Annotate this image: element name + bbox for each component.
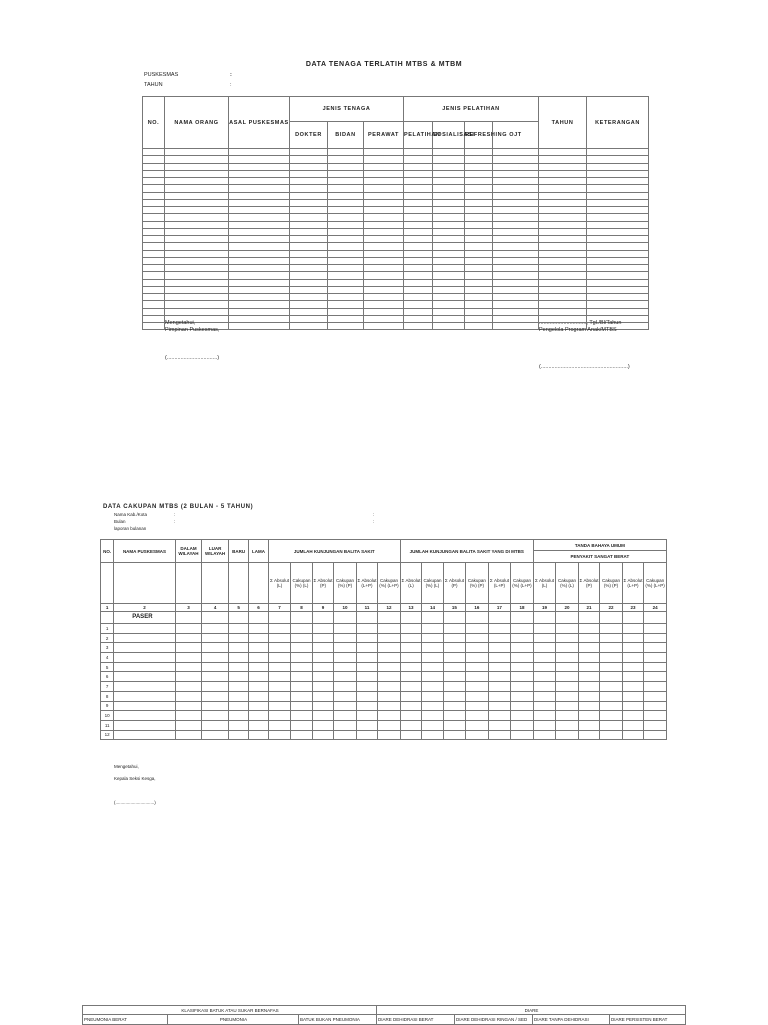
table-row <box>101 691 667 701</box>
sub-header-cell: Σ Absolut (P) <box>312 563 333 604</box>
sub-header-cell: Σ Absolut (L) <box>268 563 291 604</box>
col-ojt: OJT <box>493 122 539 149</box>
column-number: 9 <box>312 604 333 612</box>
column-number: 24 <box>644 604 667 612</box>
column-number: 17 <box>488 604 511 612</box>
column-number: 15 <box>443 604 466 612</box>
puskesmas-label: PUSKESMAS <box>144 72 179 78</box>
form2-info-bulan: Bulan <box>114 519 126 524</box>
table-row <box>143 156 649 163</box>
paser-label: PASER <box>114 612 175 624</box>
row-number: 3 <box>101 643 114 653</box>
sub-header-cell: Cakupan (%) (L+P) <box>644 563 667 604</box>
klasifikasi-header: KLASIFIKASI BATUK ATAU SUKAR BERNAFAS <box>83 1006 377 1015</box>
col-dokter: DOKTER <box>290 122 328 149</box>
sub-header-cell: Σ Absolut (P) <box>443 563 466 604</box>
table-row <box>101 653 667 663</box>
cell-diare-berat: DIARE DEHIDRASI BERAT <box>377 1015 455 1025</box>
table-row <box>143 207 649 214</box>
tenaga-table <box>142 96 649 330</box>
table-row <box>143 301 649 308</box>
form2-colon-2: : <box>174 519 176 524</box>
col-nama-orang: NAMA ORANG <box>165 97 229 149</box>
cell-diare-persisten: DIARE PERSISTEN BERAT <box>610 1015 686 1025</box>
col-keterangan: KETERANGAN <box>587 97 649 149</box>
column-number: 10 <box>334 604 357 612</box>
form1-right-sign-3: (.........................................................) <box>539 364 630 370</box>
tahun-label: TAHUN <box>144 82 163 88</box>
table-row <box>101 701 667 711</box>
form2-sign-3: (...............................) <box>114 800 156 805</box>
sub-header-cell: Cakupan (%) (L+P) <box>511 563 534 604</box>
table-row <box>143 265 649 272</box>
form1-title: DATA TENAGA TERLATIH MTBS & MTBM <box>305 61 463 68</box>
form2-sign-2: Kepala Seksi Kesga, <box>114 776 156 781</box>
table-row <box>143 272 649 279</box>
tahun-colon: : <box>230 82 232 88</box>
row-number: 6 <box>101 672 114 682</box>
row-number: 5 <box>101 662 114 672</box>
cell-pneumonia-berat: PNEUMONIA BERAT <box>83 1015 168 1025</box>
table-row <box>101 633 667 643</box>
table-row <box>101 643 667 653</box>
column-number: 12 <box>378 604 401 612</box>
column-number: 21 <box>578 604 599 612</box>
table-row <box>143 199 649 206</box>
row-number: 10 <box>101 711 114 721</box>
cell-pneumonia: PNEUMONIA <box>168 1015 299 1025</box>
column-number: 20 <box>556 604 579 612</box>
column-number: 7 <box>268 604 291 612</box>
row-number: 11 <box>101 720 114 730</box>
form1-left-sign-2: Pimpinan Puskesmas, <box>165 327 220 333</box>
form1-left-sign-3: (.................................) <box>165 355 220 361</box>
cell-batuk-bukan: BATUK BUKAN PNEUMONIA <box>299 1015 377 1025</box>
column-number: 1 <box>101 604 114 612</box>
c2-col-tanda-bahaya: TANDA BAHAYA UMUM <box>533 540 666 551</box>
table-row <box>143 294 649 301</box>
c2-col-nama: NAMA PUSKESMAS <box>114 540 175 563</box>
c2-col-no: NO. <box>101 540 114 563</box>
form2-info-kab: Nama Kab./Kota <box>114 512 148 517</box>
table-row <box>101 720 667 730</box>
form2-colon-1: : <box>174 512 176 517</box>
sub-header-cell: Σ Absolut (L) <box>533 563 556 604</box>
form2-title: DATA CAKUPAN MTBS (2 BULAN - 5 TAHUN) <box>103 504 254 510</box>
form2-sign-1: Mengetahui, <box>114 764 139 769</box>
column-number: 16 <box>466 604 489 612</box>
col-no: NO. <box>143 97 165 149</box>
c2-col-kunjungan-mtbs: JUMLAH KUNJUNGAN BALITA SAKIT YANG DI MTBS <box>400 540 533 563</box>
table-row <box>143 170 649 177</box>
cell-diare-ringan: DIARE DEHIDRASI RINGAN / SED <box>455 1015 533 1025</box>
col-bidan: BIDAN <box>328 122 364 149</box>
table-row <box>143 286 649 293</box>
form2-colon-3: : <box>373 512 375 517</box>
sub-header-cell: Cakupan (%) (L) <box>556 563 579 604</box>
column-number: 8 <box>291 604 312 612</box>
table-row <box>143 279 649 286</box>
table-row <box>143 250 649 257</box>
row-number: 9 <box>101 701 114 711</box>
col-tahun: TAHUN <box>539 97 587 149</box>
column-number: 22 <box>600 604 623 612</box>
c2-col-lama: LAMA <box>249 540 268 563</box>
column-number: 5 <box>228 604 248 612</box>
row-number: 4 <box>101 653 114 663</box>
col-jenis-pelatihan: JENIS PELATIHAN <box>404 97 539 122</box>
row-number: 1 <box>101 624 114 634</box>
table-row <box>143 221 649 228</box>
table-row <box>143 243 649 250</box>
sub-header-cell: Cakupan (%) (L) <box>291 563 312 604</box>
c2-col-kunjungan: JUMLAH KUNJUNGAN BALITA SAKIT <box>268 540 400 563</box>
diare-header: DIARE <box>377 1006 686 1015</box>
col-jenis-tenaga: JENIS TENAGA <box>290 97 404 122</box>
table-row <box>143 178 649 185</box>
sub-header-cell: Σ Absolut (P) <box>578 563 599 604</box>
column-number: 4 <box>202 604 229 612</box>
table-row <box>101 662 667 672</box>
sub-header-cell: Cakupan (%) (P) <box>466 563 489 604</box>
col-sosialisasi: SOSIALISASI <box>433 122 465 149</box>
row-number: 2 <box>101 633 114 643</box>
cell-diare-tanpa: DIARE TANPA DEHIDRASI <box>533 1015 610 1025</box>
column-number: 14 <box>422 604 443 612</box>
column-number: 19 <box>533 604 556 612</box>
form1-right-sign-1: ..............................., Tgl./Bl/Tahun <box>539 320 622 326</box>
column-number: 13 <box>400 604 421 612</box>
sub-header-cell: Cakupan (%) (L) <box>422 563 443 604</box>
col-asal-puskesmas: ASAL PUSKESMAS <box>229 97 290 149</box>
puskesmas-colon: : <box>230 72 232 78</box>
form2-info-laporan: laporan bulanan <box>114 526 147 531</box>
row-number: 7 <box>101 682 114 692</box>
row-number: 8 <box>101 691 114 701</box>
table-row <box>143 257 649 264</box>
table-row <box>143 214 649 221</box>
column-number: 2 <box>114 604 175 612</box>
table-row <box>143 236 649 243</box>
sub-header-cell: Cakupan (%) (P) <box>600 563 623 604</box>
col-perawat: PERAWAT <box>364 122 404 149</box>
col-pelatihan: PELATIHAN <box>404 122 433 149</box>
form1-right-sign-2: Pengelola Program Anak/MTBS <box>539 327 617 333</box>
table-row <box>143 192 649 199</box>
column-number: 23 <box>622 604 643 612</box>
sub-header-cell: Σ Absolut (L) <box>400 563 421 604</box>
sub-header-cell: Σ Absolut (L+P) <box>356 563 377 604</box>
table-row <box>101 730 667 740</box>
table-row <box>143 308 649 315</box>
col-refreshing: REFRESHING <box>465 122 493 149</box>
row-number: 12 <box>101 730 114 740</box>
column-number: 3 <box>175 604 202 612</box>
table-row <box>143 149 649 156</box>
column-number: 11 <box>356 604 377 612</box>
form1-left-sign-1: Mengetahui, <box>165 320 196 326</box>
column-number: 18 <box>511 604 534 612</box>
sub-header-cell: Σ Absolut (L+P) <box>622 563 643 604</box>
c2-col-luar: LUAR WILAYAH <box>202 540 229 563</box>
table-row <box>143 185 649 192</box>
c2-col-penyakit-berat: PENYAKIT SANGAT BERAT <box>533 551 666 563</box>
sub-header-cell: Cakupan (%) (P) <box>334 563 357 604</box>
klasifikasi-table <box>82 1005 686 1025</box>
table-row <box>101 624 667 634</box>
c2-col-dalam: DALAM WILAYAH <box>175 540 202 563</box>
cakupan-table <box>100 539 667 740</box>
table-row <box>143 228 649 235</box>
form2-colon-4: : <box>373 519 375 524</box>
c2-col-baru: BARU <box>228 540 248 563</box>
sub-header-cell: Σ Absolut (L+P) <box>488 563 511 604</box>
sub-header-cell: Cakupan (%) (L+P) <box>378 563 401 604</box>
column-number: 6 <box>249 604 268 612</box>
table-row <box>101 682 667 692</box>
table-row <box>101 711 667 721</box>
table-row <box>101 672 667 682</box>
table-row <box>143 163 649 170</box>
